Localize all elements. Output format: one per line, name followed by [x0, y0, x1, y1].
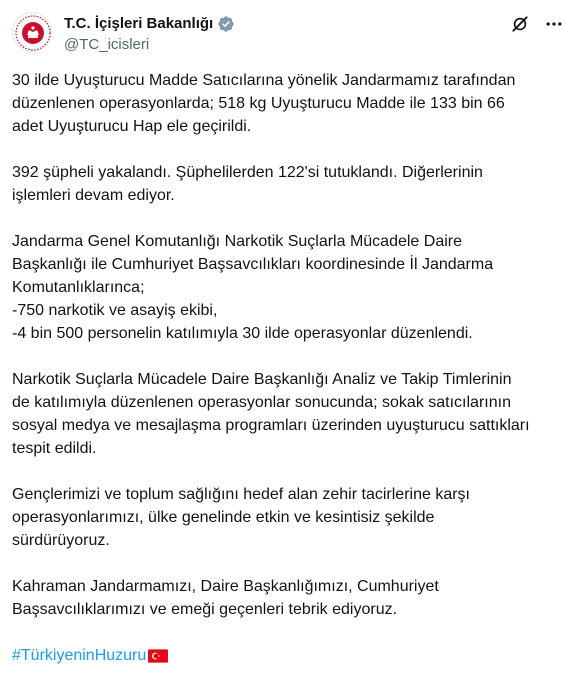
author-handle[interactable]: @TC_icisleri: [64, 36, 150, 53]
text-line: sürdürüyoruz.: [12, 532, 110, 549]
hashtag-row: [12, 644, 568, 667]
verified-badge-icon[interactable]: [217, 15, 235, 33]
turkey-flag-icon: [148, 649, 168, 663]
text-line: Komutanlıklarınca;: [12, 279, 145, 296]
text-line: sosyal medya ve mesajlaşma programları üzerinden uyuşturucu sattıkları: [12, 417, 530, 434]
paragraph-3: [12, 230, 568, 345]
text-line: Jandarma Genel Komutanlığı Narkotik Suçlarla Mücadele Daire: [12, 233, 462, 250]
text-line: 392 şüpheli yakalandı. Şüphelilerden 122'si tutuklandı. Diğerlerinin: [12, 164, 483, 181]
paragraph-4: [12, 368, 568, 460]
text-line: 30 ilde Uyuşturucu Madde Satıcılarına yönelik Jandarmamız tarafından: [12, 72, 516, 89]
paragraph-2: [12, 161, 568, 207]
hashtag-link[interactable]: #TürkiyeninHuzuru: [12, 647, 147, 664]
avatar[interactable]: [12, 12, 52, 52]
text-line: -750 narkotik ve asayiş ekibi,: [12, 302, 218, 319]
text-line: Gençlerimizi ve toplum sağlığını hedef alan zehir tacirlerine karşı: [12, 486, 470, 503]
tweet-header: [12, 12, 564, 56]
tweet-text: [12, 69, 568, 667]
text-line: operasyonlarımızı, ülke genelinde etkin ve kesintisiz şekilde: [12, 509, 435, 526]
author-names: [64, 14, 235, 55]
grok-icon[interactable]: [510, 14, 530, 34]
text-line: Başkanlığı ile Cumhuriyet Başsavcılıkları koordinesinde İl Jandarma: [12, 256, 494, 273]
text-line: Başsavcılıklarımızı ve emeği geçenleri tebrik ediyoruz.: [12, 601, 398, 618]
display-name[interactable]: T.C. İçişleri Bakanlığı: [64, 15, 214, 32]
text-line: adet Uyuşturucu Hap ele geçirildi.: [12, 118, 252, 135]
display-name-row: [64, 14, 235, 34]
more-options-icon[interactable]: [544, 14, 564, 34]
text-line: de katılımıyla düzenlenen operasyonlar sonucunda; sokak satıcılarının: [12, 394, 511, 411]
text-line: Kahraman Jandarmamızı, Daire Başkanlığımızı, Cumhuriyet: [12, 578, 439, 595]
text-line: tespit edildi.: [12, 440, 97, 457]
text-line: düzenlenen operasyonlarda; 518 kg Uyuşturucu Madde ile 133 bin 66: [12, 95, 505, 112]
text-line: Narkotik Suçlarla Mücadele Daire Başkanlığı Analiz ve Takip Timlerinin: [12, 371, 512, 388]
header-actions: [510, 14, 564, 34]
paragraph-5: [12, 483, 568, 552]
text-line: işlemleri devam ediyor.: [12, 187, 175, 204]
paragraph-1: [12, 69, 568, 138]
text-line: -4 bin 500 personelin katılımıyla 30 ilde operasyonlar düzenlendi.: [12, 325, 473, 342]
paragraph-6: [12, 575, 568, 621]
ministry-emblem-icon: [13, 13, 52, 52]
